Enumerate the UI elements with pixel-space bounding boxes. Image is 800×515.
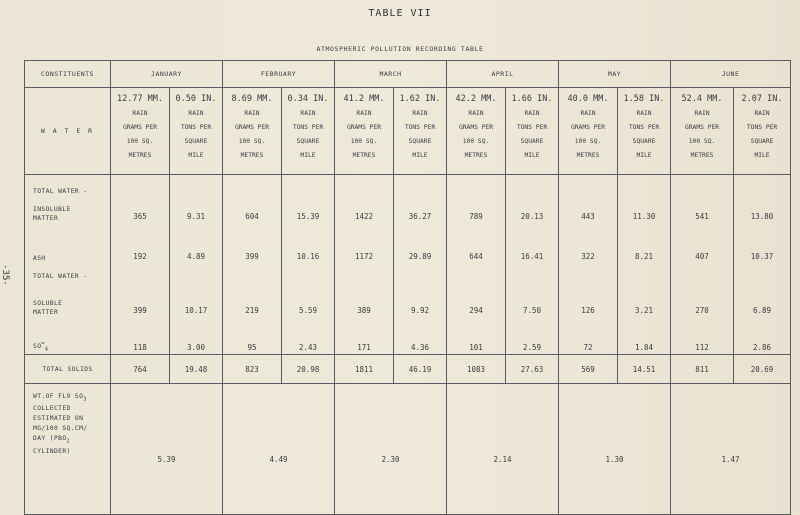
table-cell: 8.21 (618, 223, 671, 263)
label-fl-line1: WT.OF FL9 SO (33, 393, 84, 400)
table-cell: 13.80 (734, 175, 791, 224)
unit-rain: RAIN (412, 110, 428, 117)
table-cell: 644 (447, 223, 506, 263)
table-cell: 112 (671, 317, 734, 355)
unit-100-sq: 100 SQ. (574, 138, 602, 145)
feb-in-cell (282, 88, 335, 175)
label-total-water: TOTAL WATER - (33, 188, 88, 195)
may-in-cell (618, 88, 671, 175)
apr-in-cell (506, 88, 559, 175)
row-label-total-solids: TOTAL SOLIDS (25, 355, 111, 384)
table-cell: 322 (559, 223, 618, 263)
table-cell: 6.89 (734, 263, 791, 317)
unit-rain: RAIN (524, 110, 540, 117)
mar-mm-cell (335, 88, 394, 175)
rain-inch: 0.34 IN. (287, 94, 329, 104)
table-cell: 5.59 (282, 263, 335, 317)
label-fl-line3: ESTIMATED ON (33, 415, 84, 423)
unit-rain: RAIN (468, 110, 484, 117)
table-cell: 36.27 (394, 175, 447, 224)
unit-metres: METRES (352, 152, 376, 159)
table-cell: 811 (671, 355, 734, 384)
table-cell: 443 (559, 175, 618, 224)
table-cell: 823 (223, 355, 282, 384)
jun-in-cell (734, 88, 791, 175)
table-cell: 10.37 (734, 223, 791, 263)
unit-metres: METRES (576, 152, 600, 159)
table-cell: 399 (111, 263, 170, 317)
rain-inch: 1.66 IN. (511, 94, 553, 104)
table-cell: 219 (223, 263, 282, 317)
table-subtitle: ATMOSPHERIC POLLUTION RECORDING TABLE (316, 45, 484, 53)
table-cell: 9.31 (170, 175, 223, 224)
table-cell: 171 (335, 317, 394, 355)
table-cell: 7.50 (506, 263, 559, 317)
water-label: W A T E R (25, 88, 111, 175)
table-cell: 72 (559, 317, 618, 355)
rain-mm: 40.0 MM. (567, 94, 609, 104)
table-cell: 10.17 (170, 263, 223, 317)
unit-tons-per: TONS PER (404, 124, 436, 131)
table-cell: 20.98 (282, 355, 335, 384)
row-label-so4 (25, 317, 111, 355)
unit-mile: MILE (524, 152, 540, 159)
label-fl-line2: COLLECTED (33, 405, 71, 413)
unit-tons-per: TONS PER (292, 124, 324, 131)
table-cell: 604 (223, 175, 282, 224)
unit-rain: RAIN (132, 110, 148, 117)
table-cell: 3.00 (170, 317, 223, 355)
jun-mm-cell (671, 88, 734, 175)
table-cell: 2.30 (335, 384, 447, 515)
feb-mm-cell (223, 88, 282, 175)
unit-grams-per: GRAMS PER (346, 124, 382, 131)
unit-mile: MILE (300, 152, 316, 159)
unit-mile: MILE (188, 152, 204, 159)
jan-in-cell (170, 88, 223, 175)
table-cell: 294 (447, 263, 506, 317)
unit-tons-per: TONS PER (516, 124, 548, 131)
rain-inch: 1.62 IN. (399, 94, 441, 104)
jan-mm-cell (111, 88, 170, 175)
row-label-soluble (25, 263, 111, 317)
unit-grams-per: GRAMS PER (122, 124, 158, 131)
table-cell: 1.84 (618, 317, 671, 355)
unit-square: SQUARE (750, 138, 774, 145)
unit-rain: RAIN (300, 110, 316, 117)
table-cell: 1.47 (671, 384, 791, 515)
rain-mm: 12.77 MM. (116, 94, 164, 104)
unit-rain: RAIN (244, 110, 260, 117)
table-cell: 541 (671, 175, 734, 224)
table-cell: 2.14 (447, 384, 559, 515)
unit-grams-per: GRAMS PER (570, 124, 606, 131)
label-fl-line6: CYLINDER) (33, 447, 71, 455)
table-cell: 5.39 (111, 384, 223, 515)
rain-inch: 0.50 IN. (175, 94, 217, 104)
unit-tons-per: TONS PER (746, 124, 778, 131)
unit-rain: RAIN (580, 110, 596, 117)
unit-rain: RAIN (188, 110, 204, 117)
rain-mm: 8.69 MM. (231, 94, 273, 104)
table-cell: 1422 (335, 175, 394, 224)
rain-mm: 41.2 MM. (343, 94, 385, 104)
unit-tons-per: TONS PER (628, 124, 660, 131)
unit-square: SQUARE (408, 138, 432, 145)
label-total-water: TOTAL WATER - (33, 273, 88, 280)
table-cell: 126 (559, 263, 618, 317)
table-cell: 365 (111, 175, 170, 224)
may-mm-cell (559, 88, 618, 175)
label-matter: MATTER (33, 309, 59, 316)
label-fl-sub: 3 (83, 396, 87, 403)
rain-inch: 1.58 IN. (623, 94, 665, 104)
table-cell: 407 (671, 223, 734, 263)
unit-square: SQUARE (520, 138, 544, 145)
table-cell: 16.41 (506, 223, 559, 263)
unit-metres: METRES (690, 152, 714, 159)
unit-tons-per: TONS PER (180, 124, 212, 131)
rain-inch: 2.07 IN. (741, 94, 783, 104)
unit-grams-per: GRAMS PER (458, 124, 494, 131)
unit-grams-per: GRAMS PER (234, 124, 270, 131)
unit-metres: METRES (128, 152, 152, 159)
label-so: SO (33, 342, 42, 350)
unit-rain: RAIN (694, 110, 710, 117)
table-cell: 11.30 (618, 175, 671, 224)
table-cell: 27.63 (506, 355, 559, 384)
table-cell: 270 (671, 263, 734, 317)
unit-100-sq: 100 SQ. (462, 138, 490, 145)
table-cell: 389 (335, 263, 394, 317)
month-may: MAY (559, 61, 671, 88)
unit-square: SQUARE (632, 138, 656, 145)
unit-metres: METRES (464, 152, 488, 159)
month-january: JANUARY (111, 61, 223, 88)
pollution-table (24, 60, 791, 515)
table-cell: 9.92 (394, 263, 447, 317)
constituents-header: CONSTITUENTS (25, 61, 111, 88)
unit-metres: METRES (240, 152, 264, 159)
month-april: APRIL (447, 61, 559, 88)
unit-100-sq: 100 SQ. (688, 138, 716, 145)
table-cell: 764 (111, 355, 170, 384)
label-insoluble: INSOLUBLE (33, 206, 71, 213)
unit-100-sq: 100 SQ. (238, 138, 266, 145)
table-cell: 118 (111, 317, 170, 355)
month-march: MARCH (335, 61, 447, 88)
row-label-so3 (25, 384, 111, 515)
unit-rain: RAIN (356, 110, 372, 117)
table-cell: 1.30 (559, 384, 671, 515)
table-cell: 15.39 (282, 175, 335, 224)
month-june: JUNE (671, 61, 791, 88)
unit-mile: MILE (636, 152, 652, 159)
label-fl-sub2: 2 (66, 438, 70, 445)
page-number: -35- (0, 264, 10, 286)
unit-mile: MILE (754, 152, 770, 159)
label-fl-line5: DAY (PBO (33, 435, 67, 443)
table-cell: 20.69 (734, 355, 791, 384)
label-fl-line4: MG/100 SQ.CM/ (33, 425, 88, 433)
label-so4-sup: = (41, 340, 45, 347)
table-title: TABLE VII (368, 8, 432, 19)
table-cell: 2.86 (734, 317, 791, 355)
label-so4-sub: 4 (44, 346, 49, 352)
rain-mm: 42.2 MM. (455, 94, 497, 104)
row-label-ash: ASH (25, 223, 111, 263)
table-cell: 4.49 (223, 384, 335, 515)
table-cell: 19.48 (170, 355, 223, 384)
row-label-insoluble (25, 175, 111, 224)
table-cell: 95 (223, 317, 282, 355)
table-cell: 3.21 (618, 263, 671, 317)
unit-rain: RAIN (754, 110, 770, 117)
unit-rain: RAIN (636, 110, 652, 117)
table-cell: 10.16 (282, 223, 335, 263)
table-cell: 789 (447, 175, 506, 224)
table-cell: 399 (223, 223, 282, 263)
table-cell: 192 (111, 223, 170, 263)
rain-mm: 52.4 MM. (681, 94, 723, 104)
table-cell: 101 (447, 317, 506, 355)
label-soluble: SOLUBLE (33, 300, 63, 307)
unit-100-sq: 100 SQ. (126, 138, 154, 145)
unit-grams-per: GRAMS PER (684, 124, 720, 131)
unit-square: SQUARE (296, 138, 320, 145)
unit-mile: MILE (412, 152, 428, 159)
label-matter: MATTER (33, 215, 59, 222)
table-cell: 2.59 (506, 317, 559, 355)
table-cell: 1172 (335, 223, 394, 263)
table-cell: 20.13 (506, 175, 559, 224)
table-cell: 14.51 (618, 355, 671, 384)
table-cell: 2.43 (282, 317, 335, 355)
mar-in-cell (394, 88, 447, 175)
table-cell: 569 (559, 355, 618, 384)
table-cell: 4.89 (170, 223, 223, 263)
apr-mm-cell (447, 88, 506, 175)
month-february: FEBRUARY (223, 61, 335, 88)
table-cell: 29.89 (394, 223, 447, 263)
table-cell: 46.19 (394, 355, 447, 384)
table-cell: 1811 (335, 355, 394, 384)
table-cell: 4.36 (394, 317, 447, 355)
table-cell: 1083 (447, 355, 506, 384)
unit-square: SQUARE (184, 138, 208, 145)
unit-100-sq: 100 SQ. (350, 138, 378, 145)
